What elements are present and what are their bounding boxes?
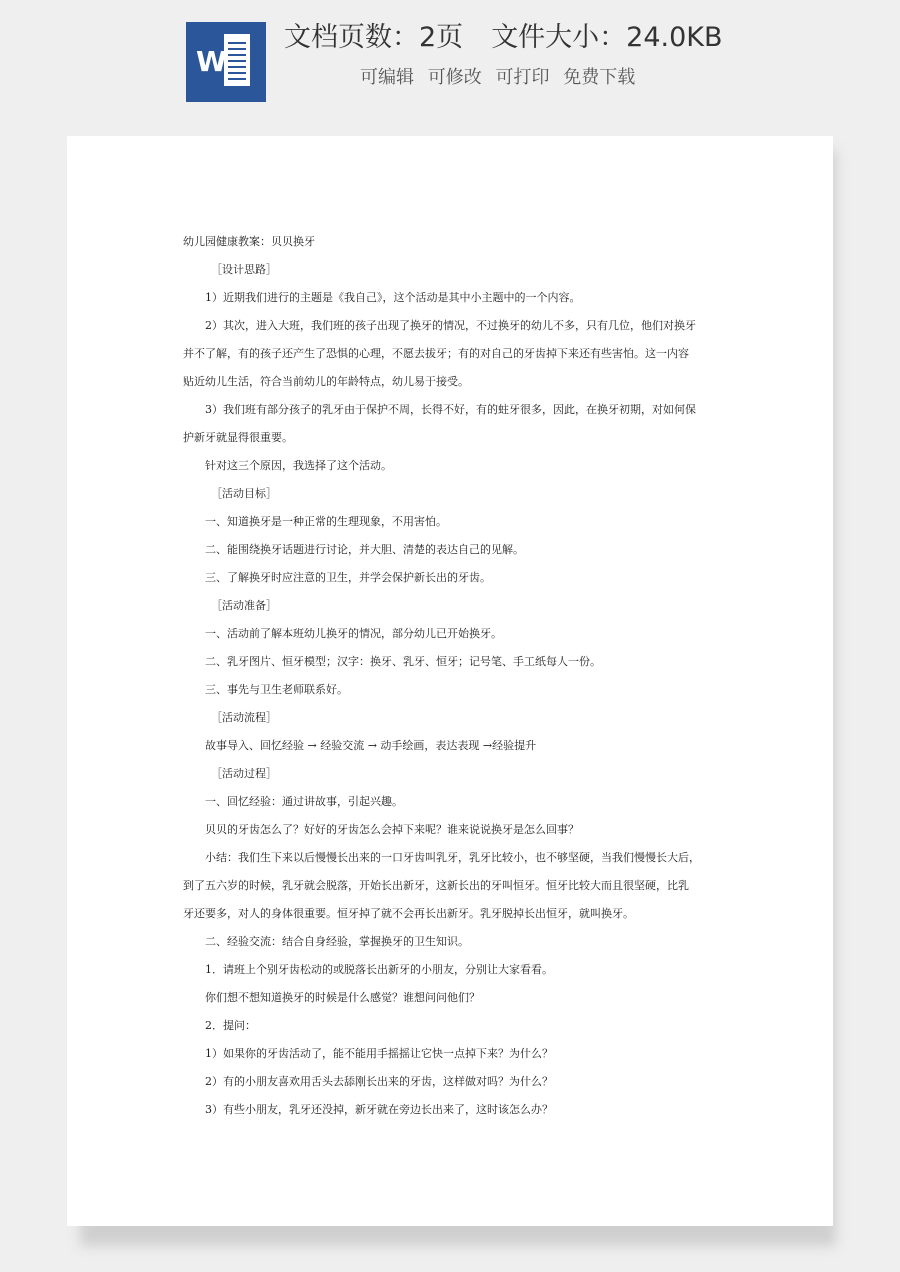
document-line: 护新牙就显得很重要。 xyxy=(183,431,293,444)
file-size-label: 文件大小：24.0KB xyxy=(491,22,723,53)
document-line: 3）有些小朋友，乳牙还没掉，新牙就在旁边长出来了，这时该怎么办？ xyxy=(205,1103,553,1116)
document-line: 幼儿园健康教案：贝贝换牙 xyxy=(183,235,315,248)
feature-editable: 可编辑 xyxy=(360,67,414,88)
document-line: 你们想不想知道换牙的时候是什么感觉？谁想问问他们？ xyxy=(205,991,480,1004)
document-line: ［活动目标］ xyxy=(211,487,277,500)
header xyxy=(0,0,900,120)
document-line: 牙还要多，对人的身体很重要。恒牙掉了就不会再长出新牙。乳牙脱掉长出恒牙，就叫换牙。 xyxy=(183,907,634,920)
document-line: 针对这三个原因，我选择了这个活动。 xyxy=(205,459,392,472)
document-line: 一、回忆经验：通过讲故事，引起兴趣。 xyxy=(205,795,403,808)
document-line: 并不了解，有的孩子还产生了恐惧的心理，不愿去拔牙；有的对自己的牙齿掉下来还有些害怕。这一内容 xyxy=(183,347,689,360)
feature-free-download: 免费下载 xyxy=(563,67,636,88)
document-line: 三、了解换牙时应注意的卫生，并学会保护新长出的牙齿。 xyxy=(205,571,491,584)
doc-info-title xyxy=(284,18,723,58)
document-line: 小结：我们生下来以后慢慢长出来的一口牙齿叫乳牙，乳牙比较小，也不够坚硬，当我们慢慢长大后， xyxy=(205,851,700,864)
document-line: 3）我们班有部分孩子的乳牙由于保护不周，长得不好，有的蛀牙很多，因此，在换牙初期，对如何保 xyxy=(205,403,696,416)
page-count-label: 文档页数：2页 xyxy=(284,22,464,53)
document-line: 二、乳牙图片、恒牙模型；汉字：换牙、乳牙、恒牙；记号笔、手工纸每人一份。 xyxy=(205,655,601,668)
document-line: 一、活动前了解本班幼儿换牙的情况，部分幼儿已开始换牙。 xyxy=(205,627,502,640)
document-line: 1）近期我们进行的主题是《我自己》，这个活动是其中小主题中的一个内容。 xyxy=(205,291,581,304)
document-line: 2）有的小朋友喜欢用舌头去舔刚长出来的牙齿，这样做对吗？为什么？ xyxy=(205,1075,553,1088)
document-line: ［设计思路］ xyxy=(211,263,277,276)
document-line: 贝贝的牙齿怎么了？好好的牙齿怎么会掉下来呢？谁来说说换牙是怎么回事？ xyxy=(205,823,579,836)
document-line: 二、能围绕换牙话题进行讨论，并大胆、清楚的表达自己的见解。 xyxy=(205,543,524,556)
document-line: ［活动过程］ xyxy=(211,767,277,780)
document-line: 一、知道换牙是一种正常的生理现象，不用害怕。 xyxy=(205,515,447,528)
word-doc-icon xyxy=(186,22,266,102)
word-letter: W xyxy=(196,45,227,78)
document-line: 2．提问： xyxy=(205,1019,256,1032)
feature-list xyxy=(360,64,643,92)
document-line: 二、经验交流：结合自身经验，掌握换牙的卫生知识。 xyxy=(205,935,469,948)
document-line: 三、事先与卫生老师联系好。 xyxy=(205,683,348,696)
document-line: 故事导入、回忆经验 → 经验交流 → 动手绘画，表达表现 →经验提升 xyxy=(205,739,537,752)
document-body xyxy=(183,228,723,1124)
document-line: ［活动流程］ xyxy=(211,711,277,724)
document-line: 1）如果你的牙齿活动了，能不能用手摇摇让它快一点掉下来？为什么？ xyxy=(205,1047,553,1060)
feature-printable: 可打印 xyxy=(495,67,550,88)
document-line: 到了五六岁的时候，乳牙就会脱落，开始长出新牙，这新长出的牙叫恒牙。恒牙比较大而且很坚硬，比乳 xyxy=(183,879,689,892)
document-line: ［活动准备］ xyxy=(211,599,277,612)
feature-modifiable: 可修改 xyxy=(427,67,482,88)
document-line: 贴近幼儿生活，符合当前幼儿的年龄特点，幼儿易于接受。 xyxy=(183,375,469,388)
document-line: 1．请班上个别牙齿松动的或脱落长出新牙的小朋友，分别让大家看看。 xyxy=(205,963,553,976)
document-line: 2）其次，进入大班，我们班的孩子出现了换牙的情况，不过换牙的幼儿不多，只有几位，他们对换牙 xyxy=(205,319,696,332)
document-page xyxy=(67,136,833,1226)
